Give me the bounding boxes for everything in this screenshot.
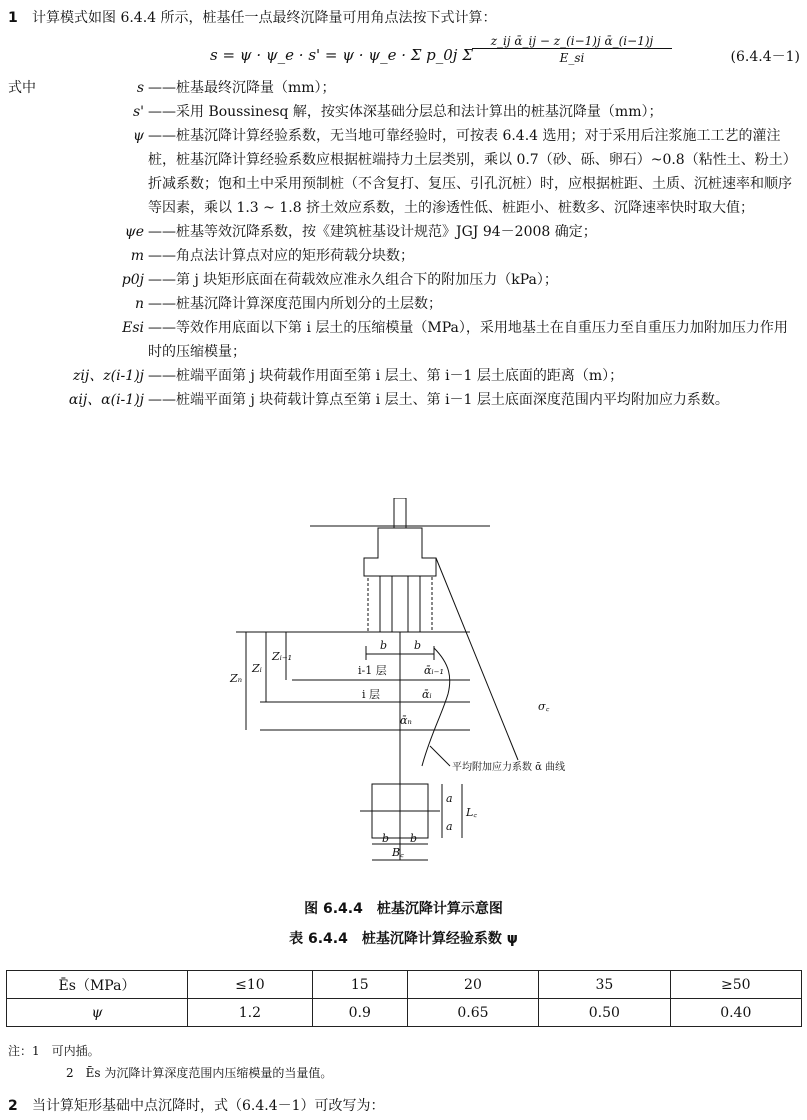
table-cell: 0.40	[670, 999, 801, 1027]
intro-text: 计算模式如图 6.4.4 所示，桩基任一点最终沉降量可用角点法按下式计算：	[32, 10, 497, 26]
definition-row	[8, 364, 800, 388]
definition-text: ——桩基等效沉降系数，按《建筑桩基设计规范》JGJ 94－2008 确定；	[148, 224, 597, 240]
label-alpha-i: ᾱᵢ	[422, 688, 432, 701]
definitions-lead: 式中	[8, 80, 36, 96]
table-cell: 0.65	[407, 999, 538, 1027]
label-bc: B꜀	[392, 846, 404, 859]
last-paragraph-text: 当计算矩形基础中点沉降时，式（6.4.4－1）可改写为：	[32, 1098, 385, 1114]
definition-text: ——桩端平面第 j 块荷载作用面至第 i 层土、第 i－1 层土底面的距离（m）；	[148, 368, 624, 384]
figure-caption: 图 6.4.4 桩基沉降计算示意图	[304, 901, 503, 917]
last-paragraph	[8, 1096, 385, 1116]
definition-row	[8, 220, 800, 244]
definition-row	[8, 244, 800, 268]
formula-denominator: E_si	[472, 48, 672, 65]
definition-text: ——桩基沉降计算深度范围内所划分的土层数；	[148, 296, 442, 312]
definition-symbol: zij、z(i-1)j	[73, 368, 144, 384]
label-b: b	[380, 639, 388, 652]
definition-text: ——桩基沉降计算经验系数，无当地可靠经验时，可按表 6.4.4 选用；对于采用后注浆施工工艺的灌注桩，桩基沉降计算经验系数应根据桩端持力土层类别，乘以 0.7（砂、砾、卵石）~0.8（粘性土、粉土）折减系数；饱和土中采用预制桩（不含复打、复压、引孔沉桩）时，应根据桩距、土质、沉桩速率和顺序等因素，乘以 1.3 ~ 1.8 挤土效应系数，土的渗透性低、桩距小、桩数多、沉降速率快时取大值；	[148, 128, 797, 216]
pile-group	[368, 576, 432, 632]
table-cell: 0.50	[539, 999, 670, 1027]
label-b: b	[382, 832, 390, 845]
definition-row	[8, 100, 800, 124]
label-zn: Zₙ	[230, 672, 243, 685]
formula-number: (6.4.4－1)	[730, 49, 800, 65]
definition-row	[8, 388, 800, 412]
label-zi1: Zᵢ₋₁	[272, 650, 293, 663]
definition-text: ——等效作用底面以下第 i 层土的压缩模量（MPa），采用地基土在自重压力至自重压力加附加压力作用时的压缩模量；	[148, 320, 788, 360]
definition-row	[8, 316, 800, 364]
label-b: b	[410, 832, 418, 845]
definition-symbol: Esi	[122, 320, 144, 336]
definition-symbol: s'	[132, 104, 144, 120]
definition-text: ——角点法计算点对应的矩形荷载分块数；	[148, 248, 414, 264]
table-cell: 15	[312, 971, 407, 999]
curve-leader	[430, 746, 450, 766]
label-layer-i: i 层	[362, 688, 381, 701]
definition-symbol: s	[136, 80, 144, 96]
table-caption: 表 6.4.4 桩基沉降计算经验系数 ψ	[289, 931, 518, 947]
clause-number: 2	[8, 1098, 18, 1114]
table-cell: ≤10	[188, 971, 313, 999]
formula-numerator: z_ij ᾱ_ij − z_(i−1)j ᾱ_(i−1)j	[490, 34, 654, 48]
pile-settlement-diagram	[200, 498, 600, 870]
definition-row	[8, 124, 800, 220]
label-layer-i-1: i-1 层	[358, 664, 387, 677]
label-a: a	[446, 820, 453, 833]
label-curve: 平均附加应力系数 ᾱ 曲线	[452, 762, 566, 773]
label-a: a	[446, 792, 453, 805]
formula-fraction	[472, 34, 672, 65]
table-cell: 0.9	[312, 999, 407, 1027]
intro-paragraph	[8, 8, 788, 28]
table-row	[7, 971, 802, 999]
table-cell: ≥50	[670, 971, 801, 999]
definition-symbol: ψ	[133, 128, 144, 144]
definition-symbol: m	[130, 248, 144, 264]
label-b: b	[414, 639, 422, 652]
note-line: 注：1 可内插。	[8, 1044, 100, 1058]
label-lc: L꜀	[466, 806, 478, 819]
table-cell: ψ	[7, 999, 188, 1027]
definition-symbol: p0j	[121, 272, 144, 288]
definition-row	[8, 292, 800, 316]
table-notes	[8, 1040, 332, 1084]
definition-symbol: n	[134, 296, 144, 312]
definition-symbol: αij、α(i-1)j	[68, 392, 144, 408]
table-cell: 1.2	[188, 999, 313, 1027]
table-cell: Ēs（MPa）	[7, 971, 188, 999]
definition-row	[8, 76, 800, 100]
definition-symbol: ψe	[124, 224, 144, 240]
label-zi: Zᵢ	[252, 662, 262, 675]
table-cell: 20	[407, 971, 538, 999]
label-alpha-i1: ᾱᵢ₋₁	[424, 664, 444, 677]
pile-cap	[364, 528, 436, 576]
table-row	[7, 999, 802, 1027]
formula-6-4-4-1	[210, 32, 800, 78]
column	[394, 498, 406, 528]
definition-text: ——第 j 块矩形底面在荷载效应准永久组合下的附加压力（kPa）；	[148, 272, 558, 288]
table-cell: 35	[539, 971, 670, 999]
clause-number: 1	[8, 10, 18, 26]
label-sigma: σ꜀	[538, 700, 550, 713]
psi-table	[6, 970, 802, 1027]
definition-text: ——桩基最终沉降量（mm）；	[148, 80, 336, 96]
formula-main: s = ψ · ψ_e · s' = ψ · ψ_e · Σ p_0j Σ	[210, 46, 473, 64]
definitions	[8, 76, 800, 412]
definition-row	[8, 268, 800, 292]
label-alpha-n: ᾱₙ	[400, 714, 412, 727]
definition-text: ——采用 Boussinesq 解，按实体深基础分层总和法计算出的桩基沉降量（mm）；	[148, 104, 663, 120]
note-line: 2 Ēs 为沉降计算深度范围内压缩模量的当量值。	[66, 1066, 333, 1080]
definition-text: ——桩端平面第 j 块荷载计算点至第 i 层土、第 i－1 层土底面深度范围内平均附加应力系数。	[148, 392, 729, 408]
